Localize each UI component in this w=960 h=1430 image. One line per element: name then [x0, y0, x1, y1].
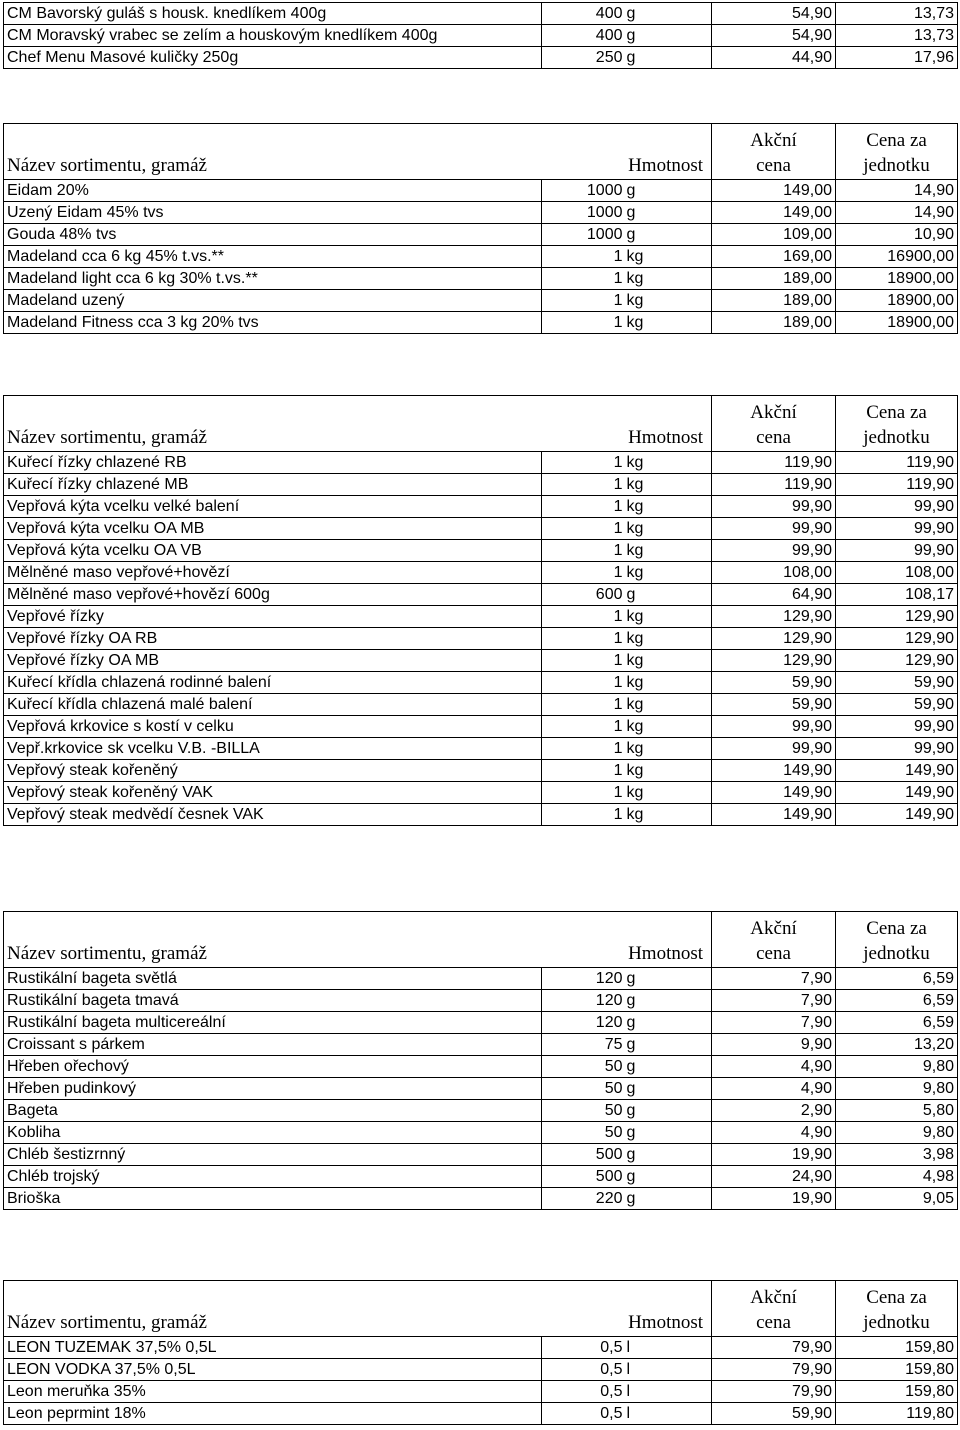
product-unit: g: [626, 1188, 712, 1210]
product-name: Hřeben ořechový: [4, 1056, 542, 1078]
promo-price: 119,90: [712, 474, 836, 496]
product-unit: l: [626, 1359, 712, 1381]
header-weight: Hmotnost: [542, 396, 712, 452]
product-quantity: 120: [542, 968, 626, 990]
promo-price: 19,90: [712, 1144, 836, 1166]
product-name: Vepřová krkovice s kostí v celku: [4, 716, 542, 738]
unit-price: 149,90: [836, 804, 958, 826]
table-row: [4, 202, 958, 224]
header-row: [4, 396, 958, 452]
table-row: [4, 1403, 958, 1425]
table-row: [4, 782, 958, 804]
product-unit: g: [626, 1100, 712, 1122]
product-name: Kuřecí křídla chlazená malé balení: [4, 694, 542, 716]
header-promo-price-line2: cena: [756, 943, 791, 964]
unit-price: 119,90: [836, 452, 958, 474]
product-name: Madeland cca 6 kg 45% t.vs.**: [4, 246, 542, 268]
header-promo-price-line2: cena: [756, 155, 791, 176]
product-unit: g: [626, 47, 712, 69]
promo-price: 99,90: [712, 518, 836, 540]
header-promo-price: [712, 1281, 836, 1337]
unit-price: 13,73: [836, 25, 958, 47]
table-row: [4, 672, 958, 694]
table-row: [4, 1056, 958, 1078]
unit-price: 9,05: [836, 1188, 958, 1210]
table-row: [4, 540, 958, 562]
product-quantity: 0,5: [542, 1337, 626, 1359]
table-row: [4, 606, 958, 628]
product-quantity: 1: [542, 518, 626, 540]
product-name: Madeland uzený: [4, 290, 542, 312]
product-unit: kg: [626, 290, 712, 312]
header-unit-price-line1: Cena za: [866, 130, 927, 151]
unit-price: 108,00: [836, 562, 958, 584]
promo-price: 79,90: [712, 1337, 836, 1359]
unit-price: 13,73: [836, 3, 958, 25]
product-quantity: 1: [542, 760, 626, 782]
header-promo-price-line1: Akční: [750, 918, 797, 939]
product-unit: g: [626, 990, 712, 1012]
unit-price: 6,59: [836, 1012, 958, 1034]
table-row: [4, 180, 958, 202]
promo-price: 59,90: [712, 672, 836, 694]
product-quantity: 50: [542, 1100, 626, 1122]
section-bakery: [3, 911, 957, 1210]
product-quantity: 50: [542, 1122, 626, 1144]
table-row: [4, 760, 958, 782]
unit-price: 108,17: [836, 584, 958, 606]
product-quantity: 1: [542, 782, 626, 804]
table-row: [4, 25, 958, 47]
product-quantity: 1: [542, 716, 626, 738]
product-name: Kuřecí řízky chlazené RB: [4, 452, 542, 474]
unit-price: 159,80: [836, 1359, 958, 1381]
unit-price: 9,80: [836, 1078, 958, 1100]
unit-price: 159,80: [836, 1337, 958, 1359]
unit-price: 3,98: [836, 1144, 958, 1166]
unit-price: 14,90: [836, 202, 958, 224]
unit-price: 18900,00: [836, 312, 958, 334]
unit-price: 18900,00: [836, 290, 958, 312]
product-unit: g: [626, 1012, 712, 1034]
unit-price: 18900,00: [836, 268, 958, 290]
unit-price: 129,90: [836, 606, 958, 628]
header-unit-price-line1: Cena za: [866, 402, 927, 423]
table-row: [4, 1100, 958, 1122]
product-quantity: 1: [542, 694, 626, 716]
product-quantity: 1: [542, 562, 626, 584]
product-name: Chléb šestizrnný: [4, 1144, 542, 1166]
product-name: Rustikální bageta multicereální: [4, 1012, 542, 1034]
header-unit-price: [836, 396, 958, 452]
header-unit-price: [836, 912, 958, 968]
product-quantity: 600: [542, 584, 626, 606]
header-weight: Hmotnost: [542, 1281, 712, 1337]
header-promo-price-line2: cena: [756, 1312, 791, 1333]
product-unit: kg: [626, 452, 712, 474]
table-row: [4, 1359, 958, 1381]
product-quantity: 400: [542, 3, 626, 25]
header-weight: Hmotnost: [542, 124, 712, 180]
product-name: Vepřová kýta vcelku OA MB: [4, 518, 542, 540]
table-row: [4, 224, 958, 246]
unit-price: 10,90: [836, 224, 958, 246]
header-row: [4, 124, 958, 180]
product-quantity: 1: [542, 290, 626, 312]
promo-price: 149,00: [712, 180, 836, 202]
table-row: [4, 1188, 958, 1210]
product-name: Kuřecí křídla chlazená rodinné balení: [4, 672, 542, 694]
product-unit: kg: [626, 628, 712, 650]
product-quantity: 250: [542, 47, 626, 69]
header-unit-price: [836, 1281, 958, 1337]
header-name: Název sortimentu, gramáž: [4, 396, 542, 452]
product-name: Madeland Fitness cca 3 kg 20% tvs: [4, 312, 542, 334]
unit-price: 99,90: [836, 738, 958, 760]
promo-price: 99,90: [712, 716, 836, 738]
product-unit: kg: [626, 804, 712, 826]
product-unit: g: [626, 202, 712, 224]
promo-price: 99,90: [712, 540, 836, 562]
unit-price: 16900,00: [836, 246, 958, 268]
table-row: [4, 474, 958, 496]
product-name: LEON TUZEMAK 37,5% 0,5L: [4, 1337, 542, 1359]
unit-price: 149,90: [836, 760, 958, 782]
table-row: [4, 1144, 958, 1166]
unit-price: 6,59: [836, 968, 958, 990]
promo-price: 169,00: [712, 246, 836, 268]
unit-price: 6,59: [836, 990, 958, 1012]
price-table: [3, 123, 958, 334]
product-quantity: 1: [542, 474, 626, 496]
header-promo-price: [712, 912, 836, 968]
header-promo-price-line1: Akční: [750, 130, 797, 151]
product-name: Vepřová kýta vcelku OA VB: [4, 540, 542, 562]
product-name: Madeland light cca 6 kg 30% t.vs.**: [4, 268, 542, 290]
product-unit: kg: [626, 518, 712, 540]
promo-price: 189,00: [712, 290, 836, 312]
promo-price: 7,90: [712, 1012, 836, 1034]
header-promo-price: [712, 124, 836, 180]
product-name: Vepř.krkovice sk vcelku V.B. -BILLA: [4, 738, 542, 760]
product-quantity: 75: [542, 1034, 626, 1056]
unit-price: 14,90: [836, 180, 958, 202]
product-quantity: 1: [542, 650, 626, 672]
table-row: [4, 968, 958, 990]
product-unit: l: [626, 1403, 712, 1425]
product-unit: g: [626, 224, 712, 246]
unit-price: 99,90: [836, 518, 958, 540]
promo-price: 4,90: [712, 1078, 836, 1100]
unit-price: 17,96: [836, 47, 958, 69]
header-unit-price-line1: Cena za: [866, 918, 927, 939]
product-name: Kobliha: [4, 1122, 542, 1144]
product-quantity: 1: [542, 628, 626, 650]
product-quantity: 1: [542, 738, 626, 760]
table-row: [4, 496, 958, 518]
unit-price: 99,90: [836, 540, 958, 562]
table-row: [4, 1166, 958, 1188]
unit-price: 59,90: [836, 694, 958, 716]
product-unit: kg: [626, 312, 712, 334]
promo-price: 129,90: [712, 606, 836, 628]
promo-price: 119,90: [712, 452, 836, 474]
product-unit: g: [626, 968, 712, 990]
product-quantity: 500: [542, 1144, 626, 1166]
header-unit-price: [836, 124, 958, 180]
section-meat: [3, 395, 957, 826]
price-table: [3, 911, 958, 1210]
table-row: [4, 3, 958, 25]
unit-price: 129,90: [836, 650, 958, 672]
table-row: [4, 290, 958, 312]
product-name: CM Bavorský guláš s housk. knedlíkem 400g: [4, 3, 542, 25]
product-name: Bageta: [4, 1100, 542, 1122]
unit-price: 99,90: [836, 716, 958, 738]
product-name: Vepřový steak kořeněný: [4, 760, 542, 782]
product-unit: kg: [626, 606, 712, 628]
unit-price: 149,90: [836, 782, 958, 804]
product-unit: kg: [626, 760, 712, 782]
promo-price: 7,90: [712, 968, 836, 990]
product-quantity: 1000: [542, 202, 626, 224]
promo-price: 79,90: [712, 1381, 836, 1403]
header-promo-price-line2: cena: [756, 427, 791, 448]
unit-price: 119,80: [836, 1403, 958, 1425]
promo-price: 44,90: [712, 47, 836, 69]
unit-price: 59,90: [836, 672, 958, 694]
product-unit: l: [626, 1381, 712, 1403]
header-name: Název sortimentu, gramáž: [4, 124, 542, 180]
unit-price: 119,90: [836, 474, 958, 496]
table-row: [4, 628, 958, 650]
product-quantity: 1: [542, 246, 626, 268]
product-unit: kg: [626, 474, 712, 496]
product-unit: kg: [626, 694, 712, 716]
product-name: CM Moravský vrabec se zelím a houskovým knedlíkem 400g: [4, 25, 542, 47]
product-quantity: 120: [542, 1012, 626, 1034]
product-name: Chef Menu Masové kuličky 250g: [4, 47, 542, 69]
product-name: Hřeben pudinkový: [4, 1078, 542, 1100]
table-row: [4, 1337, 958, 1359]
promo-price: 4,90: [712, 1122, 836, 1144]
table-row: [4, 1034, 958, 1056]
product-name: Rustikální bageta tmavá: [4, 990, 542, 1012]
unit-price: 99,90: [836, 496, 958, 518]
product-quantity: 1: [542, 312, 626, 334]
promo-price: 149,90: [712, 760, 836, 782]
table-row: [4, 738, 958, 760]
product-unit: g: [626, 1056, 712, 1078]
header-unit-price-line2: jednotku: [863, 427, 930, 448]
promo-price: 79,90: [712, 1359, 836, 1381]
unit-price: 4,98: [836, 1166, 958, 1188]
price-table: [3, 2, 958, 69]
product-unit: kg: [626, 650, 712, 672]
unit-price: 9,80: [836, 1056, 958, 1078]
unit-price: 9,80: [836, 1122, 958, 1144]
header-name: Název sortimentu, gramáž: [4, 912, 542, 968]
promo-price: 59,90: [712, 694, 836, 716]
header-promo-price-line1: Akční: [750, 402, 797, 423]
table-row: [4, 694, 958, 716]
table-row: [4, 518, 958, 540]
header-row: [4, 912, 958, 968]
product-name: Gouda 48% tvs: [4, 224, 542, 246]
unit-price: 5,80: [836, 1100, 958, 1122]
product-name: Leon meruňka 35%: [4, 1381, 542, 1403]
table-row: [4, 1012, 958, 1034]
table-row: [4, 650, 958, 672]
table-row: [4, 246, 958, 268]
product-name: Vepřová kýta vcelku velké balení: [4, 496, 542, 518]
section-cheese: [3, 123, 957, 334]
product-unit: kg: [626, 562, 712, 584]
product-unit: kg: [626, 496, 712, 518]
header-promo-price: [712, 396, 836, 452]
product-unit: kg: [626, 738, 712, 760]
promo-price: 19,90: [712, 1188, 836, 1210]
product-quantity: 500: [542, 1166, 626, 1188]
header-unit-price-line2: jednotku: [863, 943, 930, 964]
promo-price: 149,90: [712, 782, 836, 804]
table-row: [4, 1381, 958, 1403]
product-quantity: 1: [542, 672, 626, 694]
header-weight: Hmotnost: [542, 912, 712, 968]
promo-price: 129,90: [712, 628, 836, 650]
table-row: [4, 268, 958, 290]
promo-price: 109,00: [712, 224, 836, 246]
product-name: Vepřové řízky OA RB: [4, 628, 542, 650]
product-quantity: 0,5: [542, 1359, 626, 1381]
header-name: Název sortimentu, gramáž: [4, 1281, 542, 1337]
product-quantity: 1000: [542, 224, 626, 246]
promo-price: 149,00: [712, 202, 836, 224]
product-name: Chléb trojský: [4, 1166, 542, 1188]
product-name: Vepřové řízky: [4, 606, 542, 628]
product-name: Kuřecí řízky chlazené MB: [4, 474, 542, 496]
product-quantity: 1: [542, 268, 626, 290]
table-row: [4, 804, 958, 826]
product-unit: g: [626, 584, 712, 606]
product-quantity: 1: [542, 804, 626, 826]
product-quantity: 0,5: [542, 1381, 626, 1403]
product-quantity: 50: [542, 1078, 626, 1100]
promo-price: 7,90: [712, 990, 836, 1012]
product-unit: kg: [626, 246, 712, 268]
price-table: [3, 1280, 958, 1425]
product-name: Uzený Eidam 45% tvs: [4, 202, 542, 224]
product-unit: g: [626, 1078, 712, 1100]
promo-price: 2,90: [712, 1100, 836, 1122]
product-name: Vepřový steak medvědí česnek VAK: [4, 804, 542, 826]
product-unit: g: [626, 180, 712, 202]
unit-price: 129,90: [836, 628, 958, 650]
product-name: Brioška: [4, 1188, 542, 1210]
product-name: Vepřové řízky OA MB: [4, 650, 542, 672]
product-name: Vepřový steak kořeněný VAK: [4, 782, 542, 804]
header-unit-price-line2: jednotku: [863, 1312, 930, 1333]
table-row: [4, 452, 958, 474]
product-quantity: 50: [542, 1056, 626, 1078]
promo-price: 189,00: [712, 312, 836, 334]
product-unit: kg: [626, 716, 712, 738]
product-quantity: 1000: [542, 180, 626, 202]
product-quantity: 0,5: [542, 1403, 626, 1425]
table-row: [4, 1122, 958, 1144]
product-name: Rustikální bageta světlá: [4, 968, 542, 990]
product-unit: g: [626, 1144, 712, 1166]
header-row: [4, 1281, 958, 1337]
product-unit: g: [626, 1122, 712, 1144]
promo-price: 24,90: [712, 1166, 836, 1188]
header-unit-price-line1: Cena za: [866, 1287, 927, 1308]
product-quantity: 1: [542, 452, 626, 474]
promo-price: 9,90: [712, 1034, 836, 1056]
product-unit: kg: [626, 540, 712, 562]
promo-price: 108,00: [712, 562, 836, 584]
promo-price: 149,90: [712, 804, 836, 826]
product-unit: g: [626, 3, 712, 25]
product-quantity: 1: [542, 540, 626, 562]
product-name: Leon peprmint 18%: [4, 1403, 542, 1425]
product-unit: g: [626, 1034, 712, 1056]
product-unit: kg: [626, 782, 712, 804]
product-name: Mělněné maso vepřové+hovězí: [4, 562, 542, 584]
promo-price: 64,90: [712, 584, 836, 606]
header-promo-price-line1: Akční: [750, 1287, 797, 1308]
product-quantity: 1: [542, 496, 626, 518]
table-row: [4, 312, 958, 334]
product-unit: kg: [626, 672, 712, 694]
promo-price: 129,90: [712, 650, 836, 672]
product-name: Mělněné maso vepřové+hovězí 600g: [4, 584, 542, 606]
product-quantity: 1: [542, 606, 626, 628]
promo-price: 4,90: [712, 1056, 836, 1078]
table-row: [4, 562, 958, 584]
table-row: [4, 990, 958, 1012]
promo-price: 59,90: [712, 1403, 836, 1425]
product-unit: g: [626, 25, 712, 47]
table-row: [4, 47, 958, 69]
unit-price: 13,20: [836, 1034, 958, 1056]
unit-price: 159,80: [836, 1381, 958, 1403]
product-unit: l: [626, 1337, 712, 1359]
product-quantity: 120: [542, 990, 626, 1012]
table-row: [4, 716, 958, 738]
product-unit: g: [626, 1166, 712, 1188]
table-row: [4, 584, 958, 606]
promo-price: 54,90: [712, 3, 836, 25]
promo-price: 99,90: [712, 738, 836, 760]
product-unit: kg: [626, 268, 712, 290]
section-ready-meals: [3, 2, 957, 69]
product-name: Croissant s párkem: [4, 1034, 542, 1056]
header-unit-price-line2: jednotku: [863, 155, 930, 176]
product-quantity: 400: [542, 25, 626, 47]
promo-price: 99,90: [712, 496, 836, 518]
price-table: [3, 395, 958, 826]
product-name: Eidam 20%: [4, 180, 542, 202]
product-name: LEON VODKA 37,5% 0,5L: [4, 1359, 542, 1381]
section-spirits: [3, 1280, 957, 1425]
table-row: [4, 1078, 958, 1100]
product-quantity: 220: [542, 1188, 626, 1210]
promo-price: 54,90: [712, 25, 836, 47]
promo-price: 189,00: [712, 268, 836, 290]
